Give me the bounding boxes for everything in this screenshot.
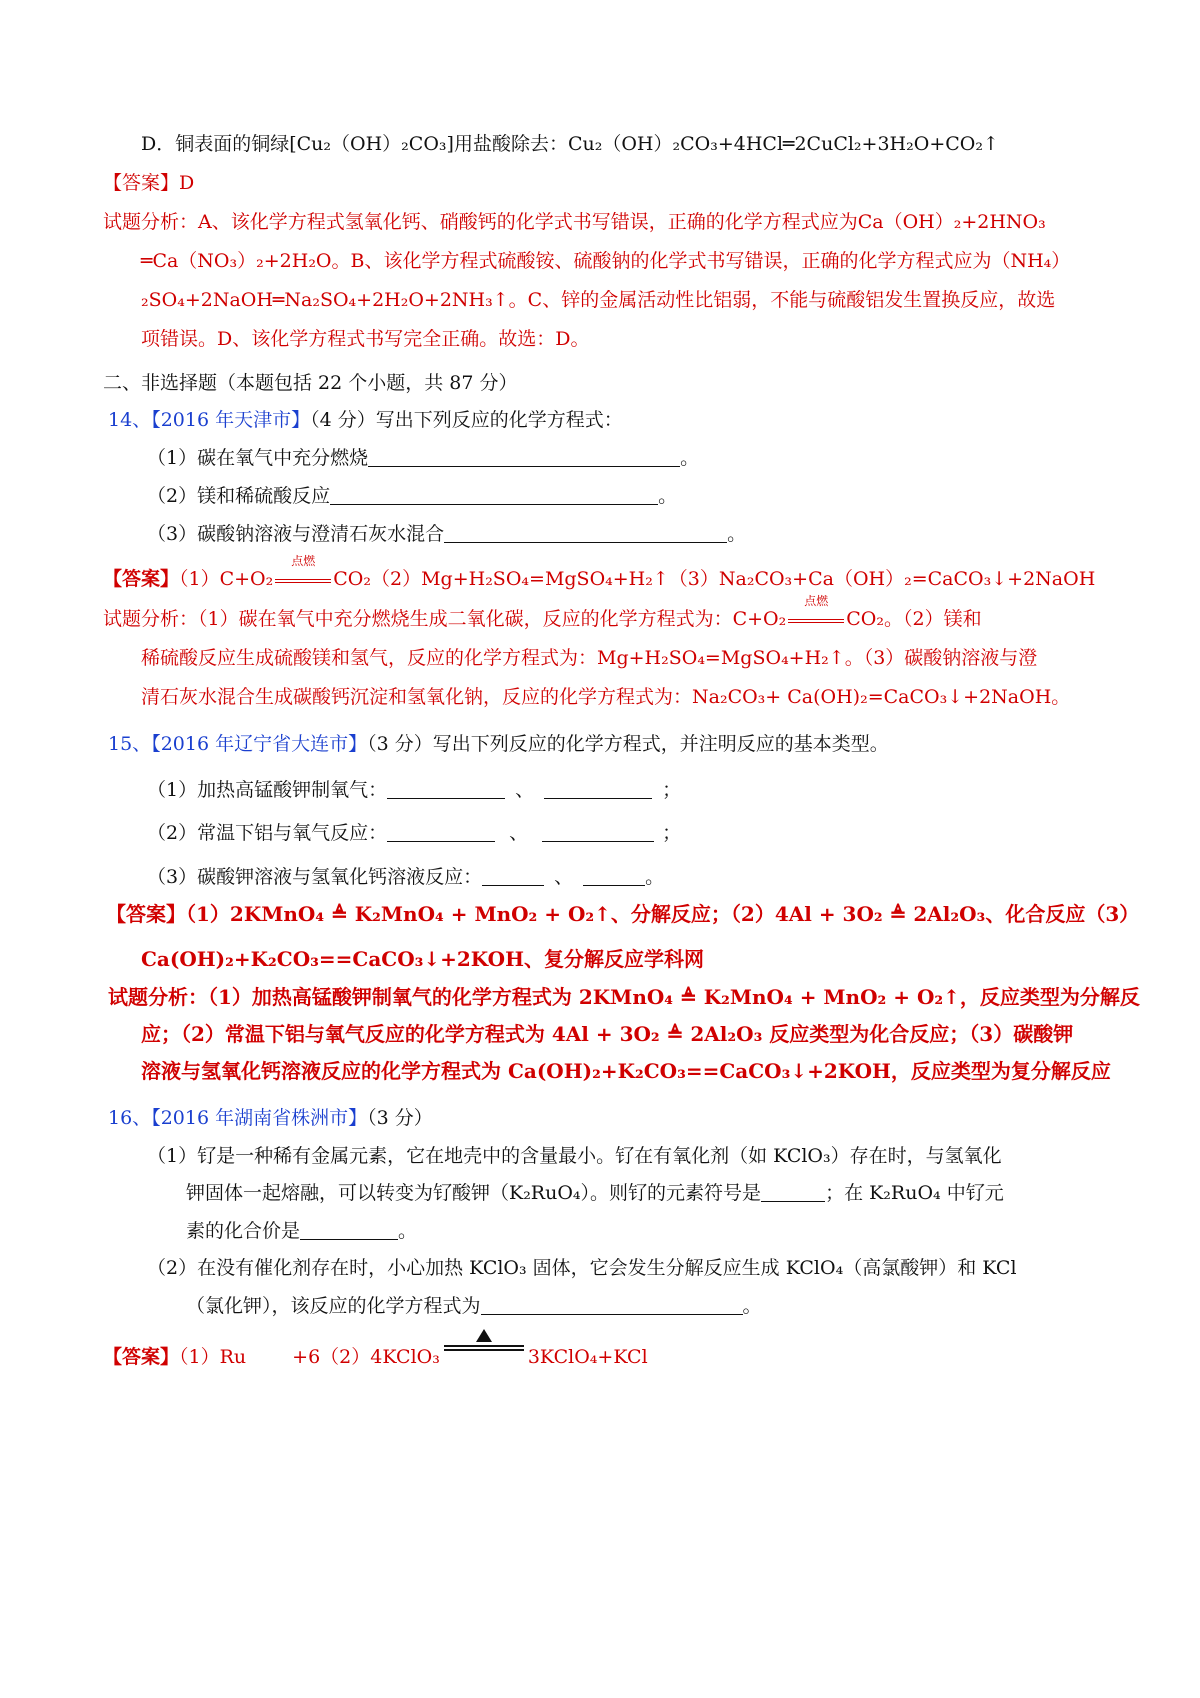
answer-blank[interactable] xyxy=(583,865,645,886)
answer-blank[interactable] xyxy=(544,778,652,799)
q15-part1 xyxy=(147,777,681,803)
answer-blank[interactable] xyxy=(481,1294,743,1315)
answer-part: 3KClO₄+KCl xyxy=(527,1346,648,1368)
answer-label: 【答案】 xyxy=(103,568,180,590)
q14-analysis-line3: 清石灰水混合生成碳酸钙沉淀和氢氧化钠，反应的化学方程式为：Na₂CO₃+ Ca(OH)₂=CaCO₃↓+2NaOH。 xyxy=(141,686,1071,708)
q15-analysis-line3: 溶液与氢氧化钙溶液反应的化学方程式为 Ca(OH)₂+K₂CO₃==CaCO₃↓+2KOH，反应类型为复分解反应 xyxy=(141,1059,1111,1083)
q15-analysis-line1: 试题分析：（1）加热高锰酸钾制氧气的化学方程式为 2KMnO₄ ≜ K₂MnO₄ + MnO₂ + O₂↑，反应类型为分解反 xyxy=(108,985,1140,1009)
separator: 、 xyxy=(515,779,535,801)
q16-title xyxy=(108,1105,433,1131)
semicolon: ； xyxy=(662,822,682,844)
q14-title xyxy=(108,407,623,433)
part-text: （氯化钾），该反应的化学方程式为 xyxy=(186,1295,481,1317)
reaction-condition: 点燃 xyxy=(273,567,333,587)
q16-part2-line1: （2）在没有催化剂存在时，小心加热 KClO₃ 固体，它会发生分解反应生成 KClO₄（高氯酸钾）和 KCl xyxy=(147,1257,1017,1279)
question-source: 【2016 年天津市】 xyxy=(151,409,311,431)
q16-part2-line2 xyxy=(186,1293,762,1319)
question-score: （3 分） xyxy=(367,1107,433,1129)
q16-answer xyxy=(103,1344,648,1370)
answer-blank[interactable] xyxy=(542,821,654,842)
answer-part: CO₂（2）Mg+H₂SO₄=MgSO₄+H₂↑（3）Na₂CO₃+Ca（OH）₂=CaCO₃↓+2NaOH xyxy=(333,568,1096,590)
period: 。 xyxy=(398,1220,418,1242)
part-text: （1）碳在氧气中充分燃烧 xyxy=(147,447,369,469)
q14-analysis-line2: 稀硫酸反应生成硫酸镁和氢气，反应的化学方程式为：Mg+H₂SO₄=MgSO₄+H₂↑。（3）碳酸钠溶液与澄 xyxy=(141,647,1038,669)
part-text: （1）加热高锰酸钾制氧气： xyxy=(147,779,388,801)
part-text: （2）常温下铝与氧气反应： xyxy=(147,822,388,844)
option-d: D．铜表面的铜绿[Cu₂（OH）₂CO₃]用盐酸除去：Cu₂（OH）₂CO₃+4HCl═2CuCl₂+3H₂O+CO₂↑ xyxy=(141,133,999,155)
q14-part3 xyxy=(147,521,746,547)
answer-part: （1）Ru xyxy=(179,1346,247,1368)
q13-answer xyxy=(103,170,194,196)
q15-answer-line2: Ca(OH)₂+K₂CO₃==CaCO₃↓+2KOH、复分解反应学科网 xyxy=(141,947,704,971)
question-text: （4 分）写出下列反应的化学方程式： xyxy=(310,409,623,431)
answer-blank[interactable] xyxy=(387,821,495,842)
semicolon: ； xyxy=(662,779,682,801)
q13-analysis-line3: ₂SO₄+2NaOH═Na₂SO₄+2H₂O+2NH₃↑。C、锌的金属活动性比铝弱，不能与硫酸铝发生置换反应，故选 xyxy=(141,289,1056,311)
section-title: 二、非选择题（本题包括 22 个小题，共 87 分） xyxy=(103,372,518,394)
answer-blank[interactable] xyxy=(387,778,505,799)
heat-triangle-icon xyxy=(476,1329,492,1342)
q16-part1-line2 xyxy=(186,1180,1004,1206)
reaction-condition: 点燃 xyxy=(786,607,846,627)
question-number: 14、 xyxy=(108,409,152,431)
period: 。 xyxy=(658,485,678,507)
separator: 、 xyxy=(554,866,574,888)
q15-part2 xyxy=(147,820,681,846)
q14-analysis-line1 xyxy=(103,594,982,632)
q13-analysis-line4: 项错误。D、该化学方程式书写完全正确。故选：D。 xyxy=(141,328,590,350)
part-text: ；在 K₂RuO₄ 中钌元 xyxy=(825,1182,1004,1204)
q13-analysis-line2: ═Ca（NO₃）₂+2H₂O。B、该化学方程式硫酸铵、硫酸钠的化学式书写错误，正确的化学方程式应为（NH₄） xyxy=(141,250,1071,272)
answer-part: （1）C+O₂ xyxy=(179,568,274,590)
period: 。 xyxy=(742,1295,762,1317)
question-source: 【2016 年辽宁省大连市】 xyxy=(151,733,368,755)
question-text: （3 分）写出下列反应的化学方程式，并注明反应的基本类型。 xyxy=(367,733,889,755)
answer-value: D xyxy=(179,172,195,194)
q15-analysis-line2: 应；（2）常温下铝与氧气反应的化学方程式为 4Al + 3O₂ ≜ 2Al₂O₃ 反应类型为化合反应；（3）碳酸钾 xyxy=(141,1022,1074,1046)
part-text: （3）碳酸钾溶液与氢氧化钙溶液反应： xyxy=(147,866,483,888)
period: 。 xyxy=(680,447,700,469)
separator: 、 xyxy=(509,822,529,844)
answer-blank[interactable] xyxy=(300,1219,398,1240)
answer-label: 【答案】 xyxy=(103,1346,180,1368)
answer-blank[interactable] xyxy=(482,865,544,886)
q16-part1-line1: （1）钌是一种稀有金属元素，它在地壳中的含量最小。钌在有氧化剂（如 KClO₃）存在时，与氢氧化 xyxy=(147,1145,1002,1167)
q15-title xyxy=(108,731,889,757)
part-text: （3）碳酸钠溶液与澄清石灰水混合 xyxy=(147,523,445,545)
part-text: 钾固体一起熔融，可以转变为钌酸钾（K₂RuO₄）。则钌的元素符号是 xyxy=(186,1182,762,1204)
period: 。 xyxy=(645,866,665,888)
q15-part3 xyxy=(147,864,664,890)
answer-blank[interactable] xyxy=(330,484,658,505)
q16-part1-line3 xyxy=(186,1218,417,1244)
heat-condition xyxy=(440,1345,528,1365)
question-source: 【2016 年湖南省株洲市】 xyxy=(151,1107,368,1129)
answer-part: +6（2）4KClO₃ xyxy=(292,1346,440,1368)
q13-analysis-line1: 试题分析：A、该化学方程式氢氧化钙、硝酸钙的化学式书写错误，正确的化学方程式应为Ca（OH）₂+2HNO₃ xyxy=(103,211,1046,233)
answer-blank[interactable] xyxy=(761,1181,825,1202)
part-text: （2）镁和稀硫酸反应 xyxy=(147,485,331,507)
part-text: 素的化合价是 xyxy=(186,1220,301,1242)
q15-answer-line1: 【答案】（1）2KMnO₄ ≜ K₂MnO₄ + MnO₂ + O₂↑、分解反应；（2）4Al + 3O₂ ≜ 2Al₂O₃、化合反应（3） xyxy=(106,902,1140,926)
period: 。 xyxy=(727,523,747,545)
question-number: 15、 xyxy=(108,733,152,755)
question-number: 16、 xyxy=(108,1107,152,1129)
answer-blank[interactable] xyxy=(444,522,727,543)
analysis-text: 试题分析：（1）碳在氧气中充分燃烧生成二氧化碳，反应的化学方程式为：C+O₂ xyxy=(103,608,787,630)
answer-blank[interactable] xyxy=(368,446,680,467)
q14-answer xyxy=(103,554,1096,592)
answer-label: 【答案】 xyxy=(103,172,180,194)
analysis-text: CO₂。（2）镁和 xyxy=(846,608,982,630)
q14-part2 xyxy=(147,483,677,509)
q14-part1 xyxy=(147,445,699,471)
